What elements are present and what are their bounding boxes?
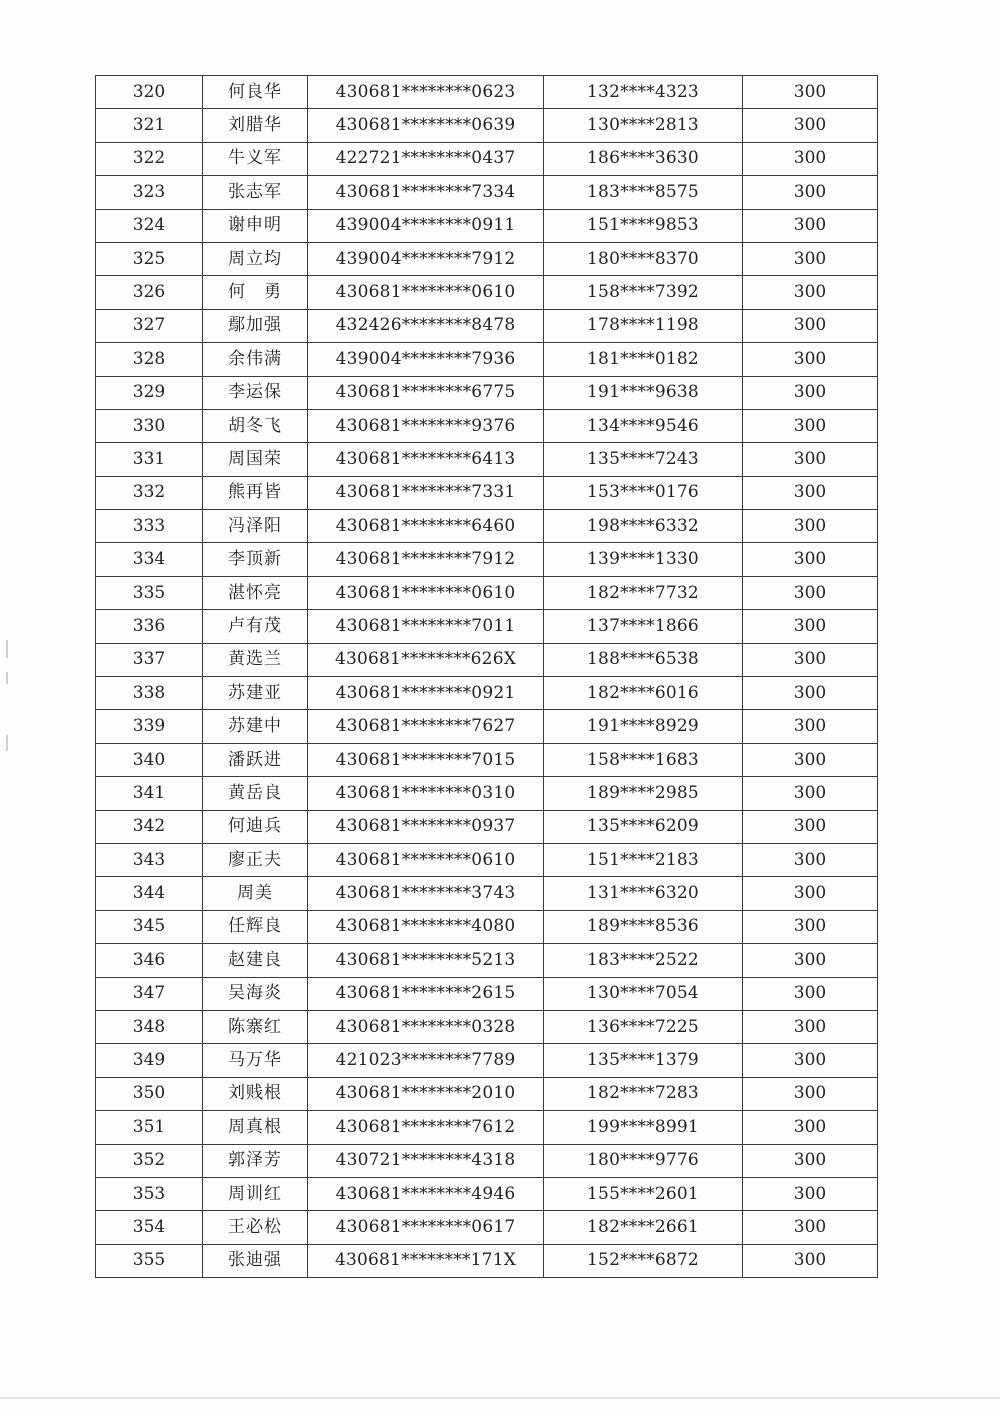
amount-cell: 300 xyxy=(743,209,878,242)
row-number-cell: 327 xyxy=(96,309,203,342)
phone-cell: 131****6320 xyxy=(544,877,743,910)
row-number-cell: 354 xyxy=(96,1211,203,1244)
id-number-cell: 430681********0610 xyxy=(308,276,544,309)
row-number-cell: 330 xyxy=(96,409,203,442)
amount-cell: 300 xyxy=(743,944,878,977)
name-cell: 周美 xyxy=(203,877,308,910)
row-number-cell: 351 xyxy=(96,1111,203,1144)
id-number-cell: 430681********3743 xyxy=(308,877,544,910)
name-cell: 马万华 xyxy=(203,1044,308,1077)
phone-cell: 178****1198 xyxy=(544,309,743,342)
name-cell: 何迪兵 xyxy=(203,810,308,843)
phone-cell: 180****9776 xyxy=(544,1144,743,1177)
phone-cell: 181****0182 xyxy=(544,343,743,376)
table-row xyxy=(96,610,878,643)
row-number-cell: 333 xyxy=(96,510,203,543)
phone-cell: 151****2183 xyxy=(544,843,743,876)
id-number-cell: 430681********6460 xyxy=(308,510,544,543)
id-number-cell: 430681********0639 xyxy=(308,109,544,142)
row-number-cell: 353 xyxy=(96,1177,203,1210)
row-number-cell: 322 xyxy=(96,142,203,175)
row-number-cell: 343 xyxy=(96,843,203,876)
roster-table-body xyxy=(96,76,878,1278)
roster-table xyxy=(95,75,878,1278)
amount-cell: 300 xyxy=(743,443,878,476)
row-number-cell: 328 xyxy=(96,343,203,376)
amount-cell: 300 xyxy=(743,1177,878,1210)
phone-cell: 183****8575 xyxy=(544,176,743,209)
id-number-cell: 430681********7334 xyxy=(308,176,544,209)
id-number-cell: 430681********6775 xyxy=(308,376,544,409)
phone-cell: 134****9546 xyxy=(544,409,743,442)
row-number-cell: 329 xyxy=(96,376,203,409)
phone-cell: 155****2601 xyxy=(544,1177,743,1210)
id-number-cell: 439004********7936 xyxy=(308,343,544,376)
id-number-cell: 439004********7912 xyxy=(308,242,544,275)
row-number-cell: 341 xyxy=(96,777,203,810)
name-cell: 任辉良 xyxy=(203,910,308,943)
name-cell: 张迪强 xyxy=(203,1244,308,1277)
row-number-cell: 323 xyxy=(96,176,203,209)
name-cell: 黄选兰 xyxy=(203,643,308,676)
amount-cell: 300 xyxy=(743,76,878,109)
phone-cell: 158****7392 xyxy=(544,276,743,309)
name-cell: 王必松 xyxy=(203,1211,308,1244)
id-number-cell: 430681********0623 xyxy=(308,76,544,109)
phone-cell: 189****2985 xyxy=(544,777,743,810)
table-row xyxy=(96,142,878,175)
phone-cell: 132****4323 xyxy=(544,76,743,109)
phone-cell: 191****8929 xyxy=(544,710,743,743)
name-cell: 刘腊华 xyxy=(203,109,308,142)
phone-cell: 182****6016 xyxy=(544,677,743,710)
id-number-cell: 432426********8478 xyxy=(308,309,544,342)
table-row xyxy=(96,209,878,242)
amount-cell: 300 xyxy=(743,810,878,843)
id-number-cell: 430681********4946 xyxy=(308,1177,544,1210)
amount-cell: 300 xyxy=(743,977,878,1010)
phone-cell: 139****1330 xyxy=(544,543,743,576)
row-number-cell: 346 xyxy=(96,944,203,977)
table-row xyxy=(96,810,878,843)
name-cell: 湛怀亮 xyxy=(203,576,308,609)
amount-cell: 300 xyxy=(743,1010,878,1043)
table-row xyxy=(96,977,878,1010)
table-row xyxy=(96,877,878,910)
id-number-cell: 430681********0921 xyxy=(308,677,544,710)
id-number-cell: 430681********0310 xyxy=(308,777,544,810)
phone-cell: 136****7225 xyxy=(544,1010,743,1043)
amount-cell: 300 xyxy=(743,276,878,309)
phone-cell: 180****8370 xyxy=(544,242,743,275)
amount-cell: 300 xyxy=(743,1244,878,1277)
amount-cell: 300 xyxy=(743,710,878,743)
row-number-cell: 324 xyxy=(96,209,203,242)
amount-cell: 300 xyxy=(743,543,878,576)
phone-cell: 158****1683 xyxy=(544,743,743,776)
scan-bottom-edge xyxy=(0,1397,1000,1399)
phone-cell: 198****6332 xyxy=(544,510,743,543)
phone-cell: 186****3630 xyxy=(544,142,743,175)
amount-cell: 300 xyxy=(743,910,878,943)
table-row xyxy=(96,276,878,309)
row-number-cell: 332 xyxy=(96,476,203,509)
name-cell: 苏建亚 xyxy=(203,677,308,710)
table-row xyxy=(96,1144,878,1177)
id-number-cell: 430681********6413 xyxy=(308,443,544,476)
phone-cell: 135****1379 xyxy=(544,1044,743,1077)
table-row xyxy=(96,576,878,609)
row-number-cell: 355 xyxy=(96,1244,203,1277)
table-row xyxy=(96,1111,878,1144)
id-number-cell: 430681********0617 xyxy=(308,1211,544,1244)
scan-artifact xyxy=(6,640,8,658)
name-cell: 刘贱根 xyxy=(203,1077,308,1110)
table-row xyxy=(96,910,878,943)
id-number-cell: 430681********7912 xyxy=(308,543,544,576)
phone-cell: 199****8991 xyxy=(544,1111,743,1144)
amount-cell: 300 xyxy=(743,176,878,209)
table-row xyxy=(96,309,878,342)
phone-cell: 137****1866 xyxy=(544,610,743,643)
amount-cell: 300 xyxy=(743,409,878,442)
amount-cell: 300 xyxy=(743,677,878,710)
row-number-cell: 339 xyxy=(96,710,203,743)
table-row xyxy=(96,944,878,977)
table-row xyxy=(96,476,878,509)
row-number-cell: 331 xyxy=(96,443,203,476)
id-number-cell: 422721********0437 xyxy=(308,142,544,175)
name-cell: 冯泽阳 xyxy=(203,510,308,543)
amount-cell: 300 xyxy=(743,1211,878,1244)
row-number-cell: 348 xyxy=(96,1010,203,1043)
phone-cell: 191****9638 xyxy=(544,376,743,409)
id-number-cell: 430681********626X xyxy=(308,643,544,676)
name-cell: 潘跃进 xyxy=(203,743,308,776)
amount-cell: 300 xyxy=(743,309,878,342)
name-cell: 陈寨红 xyxy=(203,1010,308,1043)
row-number-cell: 338 xyxy=(96,677,203,710)
name-cell: 何 勇 xyxy=(203,276,308,309)
row-number-cell: 334 xyxy=(96,543,203,576)
phone-cell: 189****8536 xyxy=(544,910,743,943)
id-number-cell: 421023********7789 xyxy=(308,1044,544,1077)
table-row xyxy=(96,76,878,109)
table-row xyxy=(96,1077,878,1110)
row-number-cell: 337 xyxy=(96,643,203,676)
amount-cell: 300 xyxy=(743,142,878,175)
amount-cell: 300 xyxy=(743,576,878,609)
amount-cell: 300 xyxy=(743,1044,878,1077)
row-number-cell: 345 xyxy=(96,910,203,943)
table-row xyxy=(96,777,878,810)
phone-cell: 135****6209 xyxy=(544,810,743,843)
amount-cell: 300 xyxy=(743,109,878,142)
id-number-cell: 430681********171X xyxy=(308,1244,544,1277)
table-row xyxy=(96,1211,878,1244)
phone-cell: 152****6872 xyxy=(544,1244,743,1277)
id-number-cell: 439004********0911 xyxy=(308,209,544,242)
name-cell: 周真根 xyxy=(203,1111,308,1144)
amount-cell: 300 xyxy=(743,1144,878,1177)
row-number-cell: 336 xyxy=(96,610,203,643)
id-number-cell: 430681********4080 xyxy=(308,910,544,943)
name-cell: 吴海炎 xyxy=(203,977,308,1010)
row-number-cell: 340 xyxy=(96,743,203,776)
name-cell: 谢申明 xyxy=(203,209,308,242)
row-number-cell: 335 xyxy=(96,576,203,609)
name-cell: 廖正夫 xyxy=(203,843,308,876)
table-row xyxy=(96,376,878,409)
amount-cell: 300 xyxy=(743,1077,878,1110)
amount-cell: 300 xyxy=(743,510,878,543)
amount-cell: 300 xyxy=(743,643,878,676)
id-number-cell: 430681********7612 xyxy=(308,1111,544,1144)
id-number-cell: 430721********4318 xyxy=(308,1144,544,1177)
id-number-cell: 430681********0328 xyxy=(308,1010,544,1043)
table-row xyxy=(96,176,878,209)
row-number-cell: 350 xyxy=(96,1077,203,1110)
row-number-cell: 321 xyxy=(96,109,203,142)
table-row xyxy=(96,1177,878,1210)
amount-cell: 300 xyxy=(743,610,878,643)
row-number-cell: 320 xyxy=(96,76,203,109)
table-row xyxy=(96,1010,878,1043)
table-row xyxy=(96,343,878,376)
name-cell: 黄岳良 xyxy=(203,777,308,810)
id-number-cell: 430681********2010 xyxy=(308,1077,544,1110)
name-cell: 张志军 xyxy=(203,176,308,209)
table-row xyxy=(96,843,878,876)
amount-cell: 300 xyxy=(743,777,878,810)
name-cell: 李顶新 xyxy=(203,543,308,576)
row-number-cell: 352 xyxy=(96,1144,203,1177)
table-row xyxy=(96,1244,878,1277)
id-number-cell: 430681********0937 xyxy=(308,810,544,843)
name-cell: 周国荣 xyxy=(203,443,308,476)
scan-artifact xyxy=(6,672,8,684)
phone-cell: 130****2813 xyxy=(544,109,743,142)
amount-cell: 300 xyxy=(743,743,878,776)
table-row xyxy=(96,643,878,676)
id-number-cell: 430681********2615 xyxy=(308,977,544,1010)
phone-cell: 182****7283 xyxy=(544,1077,743,1110)
table-row xyxy=(96,1044,878,1077)
table-row xyxy=(96,409,878,442)
id-number-cell: 430681********7015 xyxy=(308,743,544,776)
phone-cell: 182****7732 xyxy=(544,576,743,609)
phone-cell: 188****6538 xyxy=(544,643,743,676)
phone-cell: 183****2522 xyxy=(544,944,743,977)
name-cell: 卢有茂 xyxy=(203,610,308,643)
table-row xyxy=(96,443,878,476)
name-cell: 赵建良 xyxy=(203,944,308,977)
phone-cell: 182****2661 xyxy=(544,1211,743,1244)
name-cell: 胡冬飞 xyxy=(203,409,308,442)
id-number-cell: 430681********5213 xyxy=(308,944,544,977)
table-row xyxy=(96,710,878,743)
name-cell: 何良华 xyxy=(203,76,308,109)
id-number-cell: 430681********0610 xyxy=(308,576,544,609)
table-row xyxy=(96,510,878,543)
name-cell: 李运保 xyxy=(203,376,308,409)
row-number-cell: 325 xyxy=(96,242,203,275)
amount-cell: 300 xyxy=(743,1111,878,1144)
id-number-cell: 430681********7627 xyxy=(308,710,544,743)
id-number-cell: 430681********7331 xyxy=(308,476,544,509)
row-number-cell: 342 xyxy=(96,810,203,843)
name-cell: 周训红 xyxy=(203,1177,308,1210)
phone-cell: 135****7243 xyxy=(544,443,743,476)
amount-cell: 300 xyxy=(743,843,878,876)
name-cell: 周立均 xyxy=(203,242,308,275)
row-number-cell: 344 xyxy=(96,877,203,910)
name-cell: 熊再皆 xyxy=(203,476,308,509)
table-row xyxy=(96,242,878,275)
name-cell: 郭泽芳 xyxy=(203,1144,308,1177)
phone-cell: 151****9853 xyxy=(544,209,743,242)
name-cell: 余伟满 xyxy=(203,343,308,376)
table-row xyxy=(96,543,878,576)
name-cell: 鄢加强 xyxy=(203,309,308,342)
name-cell: 牛义军 xyxy=(203,142,308,175)
table-row xyxy=(96,743,878,776)
phone-cell: 130****7054 xyxy=(544,977,743,1010)
amount-cell: 300 xyxy=(743,343,878,376)
phone-cell: 153****0176 xyxy=(544,476,743,509)
scan-artifact xyxy=(6,735,8,751)
amount-cell: 300 xyxy=(743,376,878,409)
amount-cell: 300 xyxy=(743,476,878,509)
table-row xyxy=(96,109,878,142)
row-number-cell: 349 xyxy=(96,1044,203,1077)
row-number-cell: 326 xyxy=(96,276,203,309)
table-row xyxy=(96,677,878,710)
amount-cell: 300 xyxy=(743,877,878,910)
name-cell: 苏建中 xyxy=(203,710,308,743)
row-number-cell: 347 xyxy=(96,977,203,1010)
id-number-cell: 430681********9376 xyxy=(308,409,544,442)
amount-cell: 300 xyxy=(743,242,878,275)
id-number-cell: 430681********7011 xyxy=(308,610,544,643)
id-number-cell: 430681********0610 xyxy=(308,843,544,876)
